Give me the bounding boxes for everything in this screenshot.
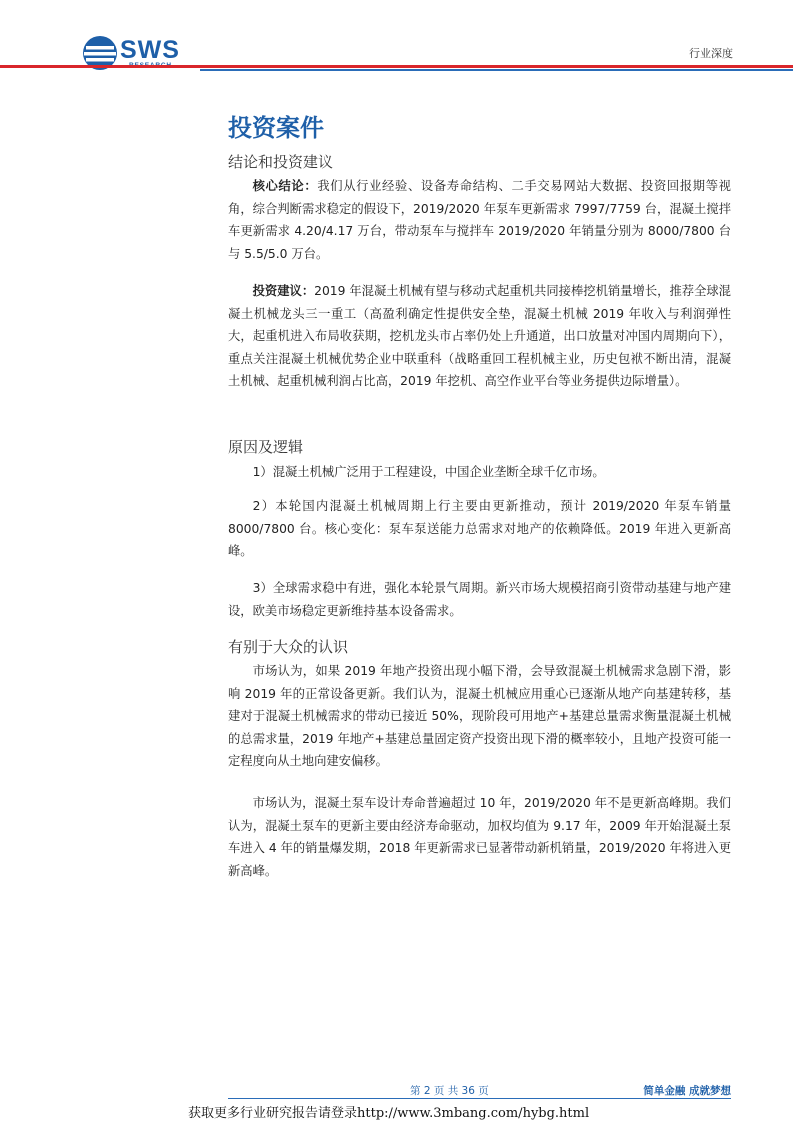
report-type: 行业深度: [689, 47, 733, 60]
paragraph-core-conclusion: [228, 175, 731, 265]
footer-slogan: 简单金融 成就梦想: [643, 1085, 731, 1097]
footer-divider: [228, 1098, 731, 1099]
header-divider-blue: [200, 69, 793, 71]
paragraph-investment-advice: [228, 280, 731, 393]
section-heading-conclusion: 结论和投资建议: [228, 153, 334, 171]
label-core-conclusion: 核心结论：: [252, 179, 318, 193]
page-title: 投资案件: [228, 114, 324, 142]
page-number: 第 2 页 共 36 页: [410, 1085, 489, 1097]
paragraph-reason-2: 2）本轮国内混凝土机械周期上行主要由更新推动，预计 2019/2020 年泵车销量 8000/7800 台。核心变化：泵车泵送能力总需求对地产的依赖降低。2019 年进入更新高峰。: [228, 499, 731, 558]
paragraph-reason-1: 1）混凝土机械广泛用于工程建设，中国企业垄断全球千亿市场。: [252, 465, 605, 479]
text-investment-advice: 2019 年混凝土机械有望与移动式起重机共同接棒挖机销量增长，推荐全球混凝土机械龙头三一重工（高盈利确定性提供安全垫，混凝土机械 2019 年收入与利润弹性大，起重机进入布局收获期，挖机龙头市占率仍处上升通道，出口放量对冲国内周期向下），重点关注混凝土机械优势企业中联重科（战略重回工程机械主业，历史包袱不断出清，混凝土机械、起重机械利润占比高，2019 年挖机、高空作业平台等业务提供边际增量）。: [228, 284, 731, 388]
text-core-conclusion: 我们从行业经验、设备寿命结构、二手交易网站大数据、投资回报期等视角，综合判断需求稳定的假设下，2019/2020 年泵车更新需求 7997/7759 台，混凝土搅拌车更新需求 4.20/4.17 万台，带动泵车与搅拌车 2019/2020 年销量分别为 8000/7800 台与 5.5/5.0 万台。: [228, 179, 731, 261]
brand-name: SWS: [120, 36, 180, 64]
header-divider-red: [0, 65, 793, 68]
paragraph-difference-1: 市场认为，如果 2019 年地产投资出现小幅下滑，会导致混凝土机械需求急剧下滑，影响 2019 年的正常设备更新。我们认为，混凝土机械应用重心已逐渐从地产向基建转移，基建对于混凝土机械需求的带动已接近 50%，现阶段可用地产+基建总量需求衡量混凝土机械的总需求量，2019 年地产+基建总量固定资产投资出现下滑的概率较小，且地产投资可能一定程度向从土地向建安偏移。: [228, 664, 731, 768]
watermark-link[interactable]: 获取更多行业研究报告请登录http://www.3mbang.com/hybg.html: [188, 1106, 590, 1121]
section-heading-reasons: 原因及逻辑: [228, 438, 304, 456]
section-heading-difference: 有别于大众的认识: [228, 638, 349, 656]
paragraph-reason-3: 3）全球需求稳中有进，强化本轮景气周期。新兴市场大规模招商引资带动基建与地产建设，欧美市场稳定更新维持基本设备需求。: [228, 581, 731, 618]
label-investment-advice: 投资建议：: [252, 284, 315, 298]
paragraph-difference-2: 市场认为，混凝土泵车设计寿命普遍超过 10 年，2019/2020 年不是更新高峰期。我们认为，混凝土泵车的更新主要由经济寿命驱动，加权均值为 9.17 年，2009 年开始混凝土泵车进入 4 年的销量爆发期，2018 年更新需求已显著带动新机销量，2019/2020 年将进入更新高峰。: [228, 796, 731, 878]
